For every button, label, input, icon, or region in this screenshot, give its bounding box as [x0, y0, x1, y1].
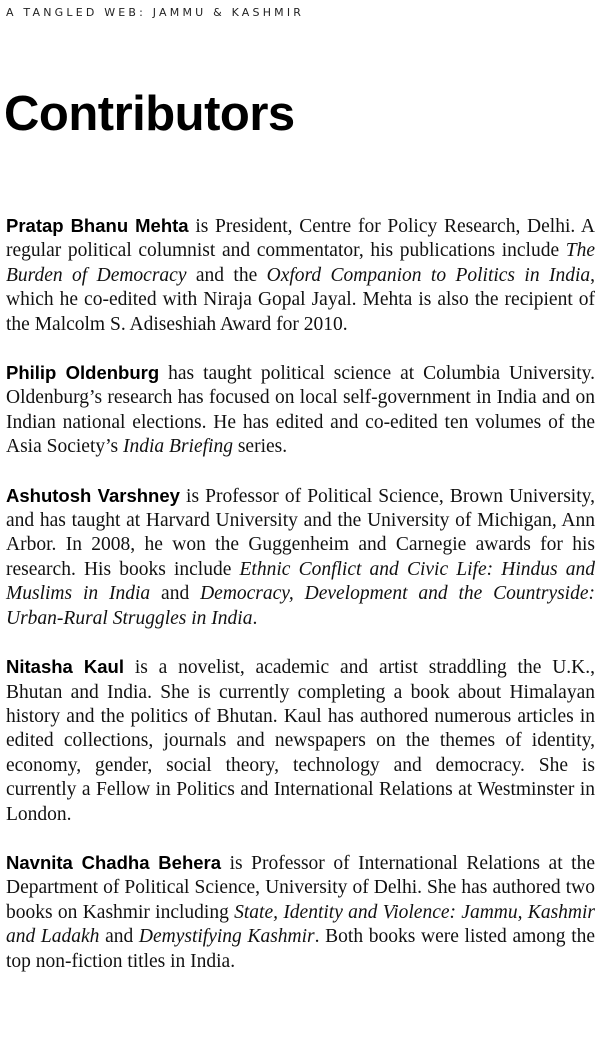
bio-text: . Both books were listed among the top non-fiction titles in India. — [6, 926, 596, 972]
contributor-list — [6, 214, 595, 998]
bio-text: is Professor of International Relations at the Department of Political Science, University of Delhi. She has authored two books on Kashmir including — [6, 852, 595, 923]
book-title: The Burden of Democracy — [6, 240, 595, 286]
contributor-bio — [6, 851, 595, 974]
contributor-name: Pratap Bhanu Mehta — [6, 215, 189, 236]
bio-text: and — [99, 926, 139, 948]
book-title: State, Identity and Violence: Jammu, Kashmir and Ladakh — [6, 901, 595, 948]
book-title: Oxford Companion to Politics in India — [266, 264, 591, 286]
book-title: India Briefing — [123, 436, 233, 458]
bio-text: is a novelist, academic and artist straddling the U.K., Bhutan and India. She is currently completing a book about Himalayan history and the politics of Bhutan. Kaul has authored numerous articles in edited collections, journals and newspapers on the themes of identity, economy, gender, social theory, technology and democracy. She is currently a Fellow in Politics and International Relations at Westminster in London. — [6, 657, 595, 825]
running-head: A TANGLED WEB: JAMMU & KASHMIR — [6, 6, 305, 19]
contributor-name: Ashutosh Varshney — [6, 484, 180, 506]
bio-text: . — [252, 607, 258, 629]
bio-text: and the — [186, 264, 267, 286]
bio-text: is Professor of Political Science, Brown University, and has taught at Harvard University and the University of Michigan, Ann Arbor. In 2008, he won the Guggenheim and Carnegie awards for his research. His books include — [6, 485, 595, 580]
page-title: Contributors — [4, 87, 295, 141]
bio-text: and — [150, 583, 201, 605]
bio-text: , which he co-edited with Niraja Gopal Jayal. Mehta is also the recipient of the Malcolm S. Adiseshiah Award for 2010. — [6, 264, 595, 335]
book-title: Ethnic Conflict and Civic Life: Hindus and Muslims in India — [6, 558, 595, 605]
book-title: Demystifying Kashmir — [138, 926, 315, 948]
contributor-name: Navnita Chadha Behera — [6, 851, 222, 873]
contributor-bio — [6, 484, 595, 631]
contributor-bio — [6, 214, 595, 337]
bio-text: is President, Centre for Policy Research, Delhi. A regular political columnist and commentator, his publications include — [6, 216, 595, 262]
bio-text: series. — [232, 436, 288, 458]
contributor-name: Nitasha Kaul — [6, 656, 124, 678]
contributor-bio — [6, 361, 595, 460]
contributor-bio — [6, 655, 595, 827]
contributor-name: Philip Oldenburg — [6, 362, 160, 384]
book-title: Democracy, Development and the Countryside: Urban-Rural Struggles in India — [6, 583, 596, 629]
bio-text: has taught political science at Columbia University. Oldenburg’s research has focused on local self-government in India and on Indian national elections. He has edited and co-edited ten volumes of the Asia Society’s — [6, 363, 595, 458]
